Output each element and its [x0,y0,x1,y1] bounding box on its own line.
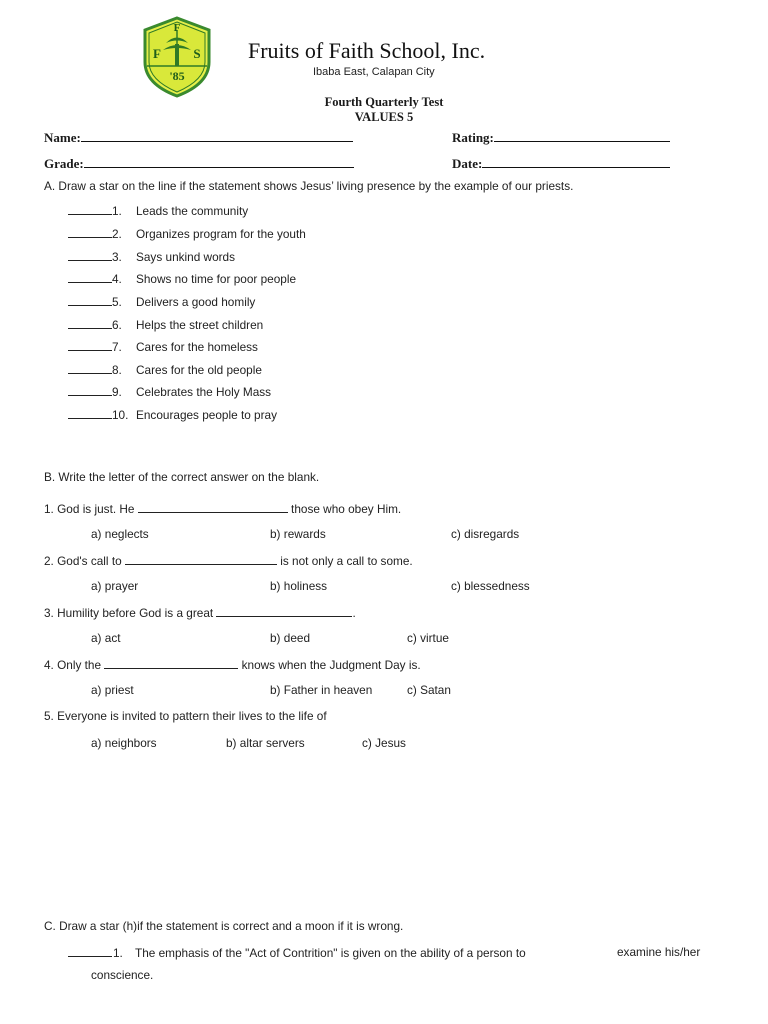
answer-blank[interactable] [68,294,112,306]
choice-a[interactable]: a) act [91,631,121,645]
choice-a[interactable]: a) priest [91,683,134,697]
choice-a[interactable]: a) neglects [91,527,149,541]
school-logo [139,16,215,98]
section-a-item: 5. Delivers a good homily [68,294,255,309]
choice-b[interactable]: b) rewards [270,527,326,541]
section-b-instruction: B. Write the letter of the correct answer on the blank. [44,470,320,484]
answer-blank[interactable] [68,362,112,374]
section-a-instruction: A. Draw a star on the line if the statement shows Jesus’ living presence by the example of our priests. [44,179,574,193]
date-field [452,153,670,172]
section-a-item: 1. Leads the community [68,203,248,218]
school-name: Fruits of Faith School, Inc. [248,38,486,63]
answer-blank[interactable] [68,317,112,329]
section-a-item: 9. Celebrates the Holy Mass [68,384,271,399]
grade-label: Grade: [44,156,84,171]
section-c-instruction: C. Draw a star (h)if the statement is correct and a moon if it is wrong. [44,919,404,933]
date-line[interactable] [482,155,670,168]
answer-blank[interactable] [68,249,112,261]
choice-c[interactable]: c) blessedness [451,579,530,593]
date-label: Date: [452,156,483,171]
choice-b[interactable]: b) deed [270,631,311,645]
choice-a[interactable]: a) prayer [91,579,139,593]
rating-field [452,127,670,146]
section-c-item-continued: examine his/her [617,945,701,959]
question-4: 4. Only the knows when the Judgment Day is. [44,658,421,672]
question-1: 1. God is just. He those who obey Him. [44,502,402,516]
section-c-item-continued-line: conscience. [91,968,154,982]
answer-blank[interactable] [68,384,112,396]
section-a-item: 2. Organizes program for the youth [68,226,306,241]
choice-a[interactable]: a) neighbors [91,736,157,750]
name-label: Name: [44,130,81,145]
choice-c[interactable]: c) disregards [451,527,520,541]
grade-field [44,153,354,172]
question-3: 3. Humility before God is a great . [44,606,356,620]
answer-blank[interactable] [125,553,277,565]
choice-b[interactable]: b) altar servers [226,736,305,750]
logo-letter-top: F [173,22,181,34]
test-title: Fourth Quarterly Test [324,95,444,109]
logo-year: '85 [169,69,185,83]
answer-blank[interactable] [68,226,112,238]
answer-blank[interactable] [68,945,112,957]
logo-letter-right: S [193,46,201,61]
subject-title: VALUES 5 [354,110,414,124]
section-a-item: 4. Shows no time for poor people [68,271,296,286]
choice-c[interactable]: c) Satan [407,683,451,697]
grade-line[interactable] [84,155,354,168]
answer-blank[interactable] [104,657,238,669]
section-a-item: 10. Encourages people to pray [68,407,277,422]
section-c-item: 1. The emphasis of the "Act of Contrition" is given on the ability of a person to [68,945,526,960]
answer-blank[interactable] [216,605,352,617]
question-2: 2. God's call to is not only a call to some. [44,554,413,568]
rating-line[interactable] [494,129,670,142]
section-a-item: 8. Cares for the old people [68,362,262,377]
section-a-item: 6. Helps the street children [68,317,263,332]
choice-b[interactable]: b) Father in heaven [270,683,373,697]
answer-blank[interactable] [68,271,112,283]
section-a-item: 3. Says unkind words [68,249,235,264]
name-field [44,127,353,146]
answer-blank[interactable] [68,203,112,215]
answer-blank[interactable] [68,339,112,351]
choice-c[interactable]: c) virtue [407,631,449,645]
answer-blank[interactable] [138,501,288,513]
section-a-item: 7. Cares for the homeless [68,339,258,354]
question-5: 5. Everyone is invited to pattern their lives to the life of [44,709,327,723]
rating-label: Rating: [452,130,494,145]
logo-letter-left: F [153,46,161,61]
name-line[interactable] [81,129,353,142]
answer-blank[interactable] [68,407,112,419]
school-address: Ibaba East, Calapan City [313,66,435,78]
choice-c[interactable]: c) Jesus [362,736,406,750]
choice-b[interactable]: b) holiness [270,579,328,593]
